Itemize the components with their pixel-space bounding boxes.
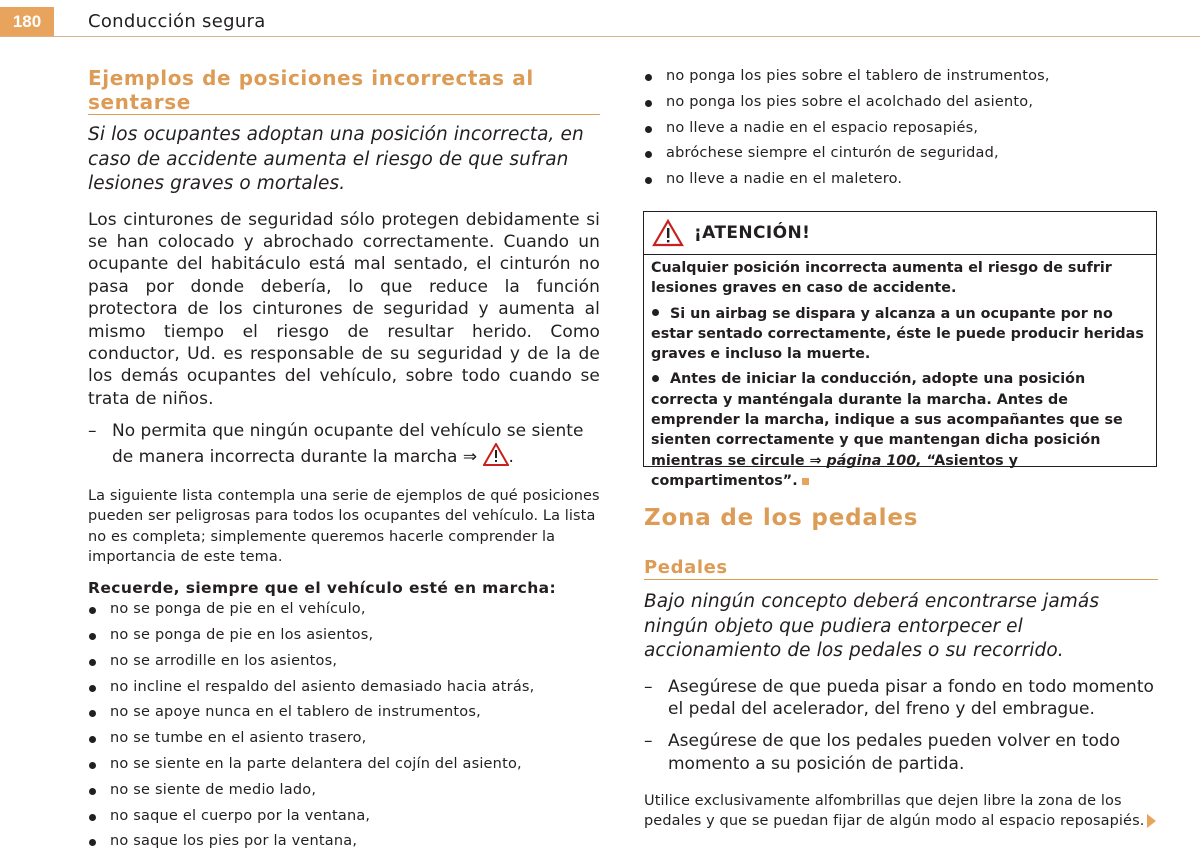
list-subheading: Recuerde, siempre que el vehículo esté en marcha: xyxy=(88,579,557,598)
warning-text: Si un airbag se dispara y alcanza a un ocupante por no estar sentado correctamente, éste le puede producir heridas graves e incluso la muerte. xyxy=(651,305,1144,363)
warning-paragraph xyxy=(651,304,1149,365)
section-heading: Ejemplos de posiciones incorrectas al sentarse xyxy=(88,66,600,115)
list-item: abróchese siempre el cinturón de seguridad, xyxy=(644,141,1158,167)
running-title: Conducción segura xyxy=(88,11,266,32)
list-item: no se arrodille en los asientos, xyxy=(88,649,600,675)
list-item: no ponga los pies sobre el tablero de instrumentos, xyxy=(644,64,1158,90)
list-item: no se siente en la parte delantera del cojín del asiento, xyxy=(88,752,600,778)
intro-paragraph: Si los ocupantes adoptan una posición incorrecta, en caso de accidente aumenta el riesgo de que sufran lesiones graves o mortales. xyxy=(88,124,584,194)
section-title: Zona de los pedales xyxy=(644,505,919,531)
warning-paragraph xyxy=(651,369,1149,491)
warning-triangle-icon[interactable] xyxy=(483,443,509,466)
continue-arrow-icon xyxy=(1147,814,1156,828)
list-item: no lleve a nadie en el maletero. xyxy=(644,167,1158,193)
list-item: no ponga los pies sobre el acolchado del asiento, xyxy=(644,90,1158,116)
warning-body xyxy=(644,255,1156,491)
body-paragraph: Los cinturones de seguridad sólo protegen debidamente si se han colocado y abrochado correctamente. Cuando un ocupante del habitáculo está mal sentado, el cinturón no pasa por donde debería, lo que reduce la función protectora de los cinturones de seguridad y aumenta al mismo tiempo el riesgo de resultar herido. Como conductor, Ud. es responsable de su seguridad y de la de los demás ocupantes del vehículo, sobre todo cuando se trata de niños. xyxy=(88,209,600,409)
warning-paragraph: Cualquier posición incorrecta aumenta el riesgo de sufrir lesiones graves en caso de accidente. xyxy=(651,260,1112,297)
list-item: no se ponga de pie en los asientos, xyxy=(88,623,600,649)
pedals-section xyxy=(644,556,1158,832)
list-item: no saque los pies por la ventana, xyxy=(88,829,600,855)
warning-title: ¡ATENCIÓN! xyxy=(694,223,811,243)
instruction-item: – Asegúrese de que los pedales pueden volver en todo momento a su posición de partida. xyxy=(644,730,1158,775)
footer-paragraph xyxy=(644,791,1158,832)
bullet-dot xyxy=(652,309,659,316)
warning-box xyxy=(643,211,1157,489)
page-reference-link[interactable]: página 100, xyxy=(826,452,922,469)
warning-text: Antes de iniciar la conducción, adopte una posición correcta y manténgala durante la marcha. Antes de emprender la marcha, indique a sus acompañantes que se sienten correctamente y que mantengan dicha posición mientras se circule ⇒ xyxy=(651,371,1123,469)
list-item: no saque el cuerpo por la ventana, xyxy=(88,804,600,830)
left-bullet-list xyxy=(88,597,600,855)
list-item: no se ponga de pie en el vehículo, xyxy=(88,597,600,623)
subsection-title: Pedales xyxy=(644,556,1158,580)
instruction-item: – No permita que ningún ocupante del vehículo se siente de manera incorrecta durante la marcha ⇒ . xyxy=(88,420,600,468)
right-bullet-list xyxy=(644,64,1158,193)
right-column xyxy=(644,64,1158,193)
pedals-intro: Bajo ningún concepto deberá encontrarse jamás ningún objeto que pudiera entorpecer el accionamiento de los pedales o su recorrido. xyxy=(644,591,1100,661)
list-item: no se apoye nunca en el tablero de instrumentos, xyxy=(88,700,600,726)
bullet-dot xyxy=(652,375,659,382)
warning-text: “Asientos y compartimentos”. xyxy=(651,452,1018,489)
warning-header xyxy=(644,212,1156,255)
end-of-section-marker xyxy=(802,478,809,485)
instruction-text: No permita que ningún ocupante del vehículo se siente de manera incorrecta durante la marcha ⇒ xyxy=(112,421,584,467)
instruction-item: – Asegúrese de que pueda pisar a fondo en todo momento el pedal del acelerador, del freno y del embrague. xyxy=(644,676,1158,721)
page-number: 180 xyxy=(0,7,54,36)
header-rule xyxy=(0,36,1200,37)
list-item: no se tumbe en el asiento trasero, xyxy=(88,726,600,752)
list-item: no se siente de medio lado, xyxy=(88,778,600,804)
list-item: no incline el respaldo del asiento demasiado hacia atrás, xyxy=(88,675,600,701)
footer-text: Utilice exclusivamente alfombrillas que dejen libre la zona de los pedales y que se puedan fijar de algún modo al espacio reposapiés. xyxy=(644,793,1145,830)
list-intro: La siguiente lista contempla una serie de ejemplos de qué posiciones pueden ser peligrosas para todos los ocupantes del vehículo. La lista no es completa; simplemente queremos hacerle comprender la importancia de este tema. xyxy=(88,487,600,565)
list-item: no lleve a nadie en el espacio reposapiés, xyxy=(644,116,1158,142)
left-column xyxy=(88,66,600,855)
warning-triangle-icon xyxy=(652,219,684,247)
